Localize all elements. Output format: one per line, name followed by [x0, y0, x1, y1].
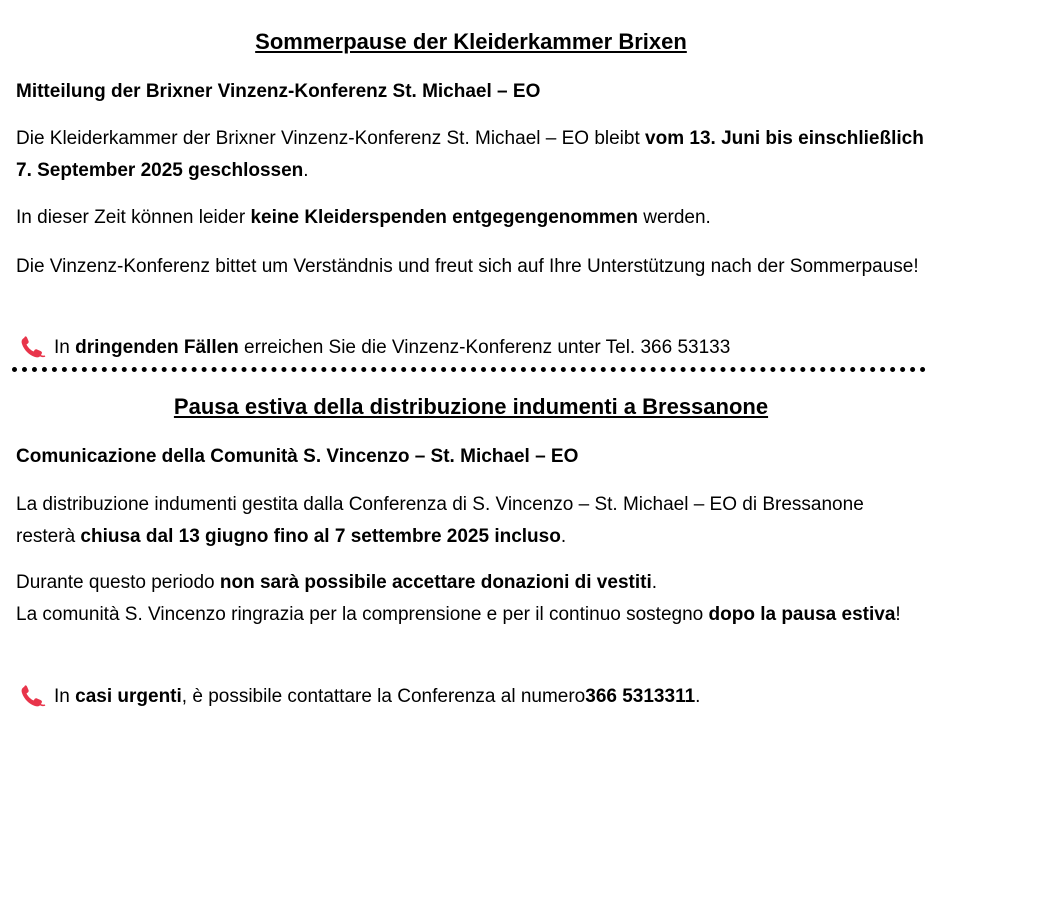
- german-phone-text-1: In: [54, 337, 70, 358]
- italian-phone-number: 366 5313311: [585, 686, 696, 707]
- italian-donations-emphasis: non sarà possibile accettare donazioni di vestiti: [219, 572, 652, 593]
- italian-paragraph-closure: [16, 489, 926, 553]
- german-title: Sommerpause der Kleiderkammer Brixen: [255, 29, 687, 54]
- italian-phone-line: [16, 683, 700, 711]
- italian-closure-end: .: [560, 526, 567, 547]
- italian-title: Pausa estiva della distribuzione indumenti a Bressanone: [173, 394, 769, 419]
- italian-thanks-emphasis: dopo la pausa estiva: [708, 604, 896, 625]
- german-phone-text-2: erreichen Sie die Vinzenz-Konferenz unter Tel. 366 53133: [244, 337, 731, 358]
- german-paragraph-closure: [16, 123, 926, 187]
- italian-donations-end: .: [651, 572, 657, 593]
- german-closure-text: Die Kleiderkammer der Brixner Vinzenz-Konferenz St. Michael – EO bleibt: [16, 128, 646, 149]
- italian-subtitle: Comunicazione della Comunità S. Vincenzo – St. Michael – EO: [16, 446, 579, 467]
- italian-phone-text-3: .: [695, 686, 701, 707]
- italian-closure-text: La distribuzione indumenti gestita dalla Conferenza di S. Vincenzo – St. Michael – EO di Bressanone resterà: [16, 494, 864, 547]
- german-donations-emphasis: keine Kleiderspenden entgegengenommen: [250, 207, 638, 228]
- german-phone-emphasis: dringenden Fällen: [75, 337, 239, 358]
- german-phone-line: [16, 334, 730, 362]
- german-closure-end: .: [303, 160, 309, 181]
- telephone-receiver-icon: [18, 334, 48, 362]
- german-closure-dates: vom 13. Juni bis einschließlich 7. September 2025 geschlossen: [16, 128, 924, 181]
- italian-thanks-end: !: [895, 604, 901, 625]
- italian-donations-text: Durante questo periodo: [16, 572, 220, 593]
- german-donations-end: werden.: [637, 207, 711, 228]
- italian-phone-text-2: , è possibile contattare la Conferenza al numero: [181, 686, 586, 707]
- italian-phone-text-1: In: [54, 686, 70, 707]
- italian-phone-emphasis: casi urgenti: [75, 686, 182, 707]
- german-paragraph-donations: [16, 202, 926, 234]
- dotted-divider: [12, 367, 926, 372]
- german-paragraph-thanks: Die Vinzenz-Konferenz bittet um Verständnis und freut sich auf Ihre Unterstützung nach der Sommerpause!: [16, 256, 919, 277]
- german-donations-text: In dieser Zeit können leider: [16, 207, 251, 228]
- telephone-receiver-icon: [18, 683, 48, 711]
- italian-thanks-text: La comunità S. Vincenzo ringrazia per la comprensione e per il continuo sostegno: [16, 604, 709, 625]
- german-subtitle: Mitteilung der Brixner Vinzenz-Konferenz St. Michael – EO: [16, 81, 541, 102]
- italian-closure-dates: chiusa dal 13 giugno fino al 7 settembre 2025 incluso: [80, 526, 561, 547]
- italian-paragraph-donations: [16, 567, 926, 631]
